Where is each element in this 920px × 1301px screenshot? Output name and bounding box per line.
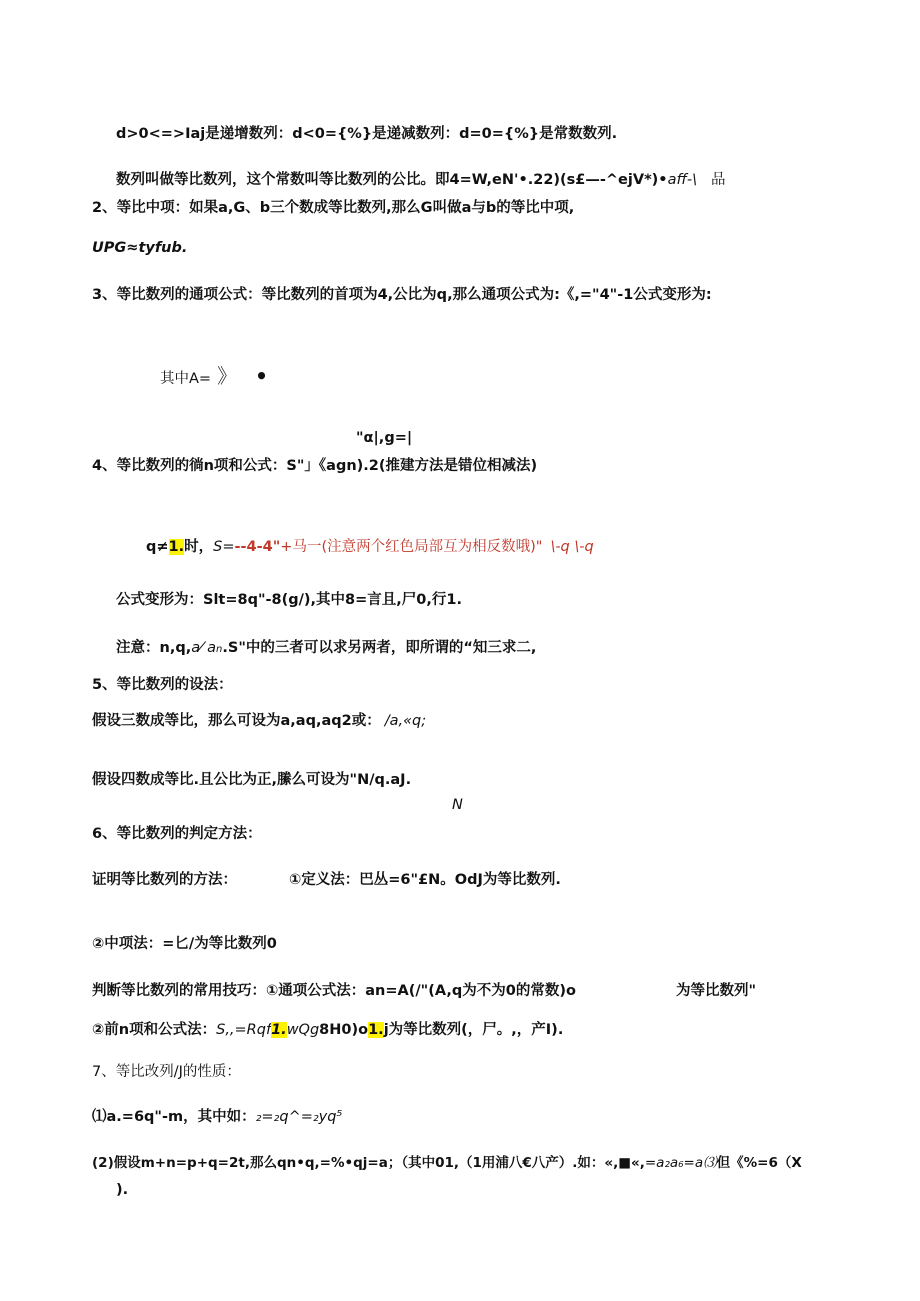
text-line xyxy=(92,1153,802,1173)
text-line: N xyxy=(452,797,463,813)
text-span: aff-\ xyxy=(667,172,698,188)
text-span: 判断等比数列的常用技巧：①通项公式法：an=A(∕"(A,q为不为0的常数)o xyxy=(92,983,576,999)
subscript-span: n xyxy=(216,644,223,655)
text-span: q≠ xyxy=(146,539,169,555)
text-span: 其中A= xyxy=(160,371,212,387)
text-span: 证明等比数列的方法： xyxy=(92,872,237,888)
text-line: 3、等比数列的通项公式：等比数列的首项为4,公比为q,那么通项公式为:《,="4"-1公式变形为: xyxy=(92,287,712,303)
text-span: ₂=₂q^=₂yq⁵ xyxy=(255,1109,343,1125)
text-span: 但《%=6（X xyxy=(716,1155,802,1171)
text-span: 8H0)o xyxy=(319,1022,369,1038)
text-span: S= xyxy=(213,539,235,555)
text-span: 数列叫做等比数列，这个常数叫等比数列的公比。即4=W,eN'•.22)(s£—-^ejV*)• xyxy=(116,172,668,188)
text-line xyxy=(160,366,268,389)
text-line xyxy=(116,170,726,190)
text-span: wQg xyxy=(286,1022,320,1038)
text-span: ①定义法：巴丛=6"£N。OdJ为等比数列. xyxy=(289,872,561,888)
text-line: 4、等比数列的徜n项和公式：S"」《agn).2(推建方法是错位相减法) xyxy=(92,458,538,474)
text-span: =a₂a₆=a⑶ xyxy=(644,1155,717,1171)
text-line xyxy=(92,1107,342,1127)
text-span: 假设三数成等比，那么可设为a,aq,aq2或： xyxy=(92,713,381,729)
text-span: 时， xyxy=(184,539,214,555)
text-line xyxy=(92,981,576,1001)
text-span: 注意：n,q, xyxy=(116,640,192,656)
text-line xyxy=(92,1020,563,1040)
text-line: 公式变形为：Slt=8q"-8(g∕),其中8=言且,尸0,行1. xyxy=(116,592,463,608)
red-text-span: +马一(注意两个红色局部互为相反数哦)" xyxy=(280,539,543,555)
highlight-span: 1. xyxy=(271,1022,287,1038)
text-span: (2)假设m+n=p+q=2t,那么qn•q,=%•qj=a；（其中01,（1用浦八€八产）.如：«,■«, xyxy=(92,1155,645,1171)
text-span: 为等比数列" xyxy=(676,983,757,999)
text-line xyxy=(116,638,536,660)
text-span: ⑴a.=6q"-m，其中如： xyxy=(92,1109,256,1125)
red-text-span: \-q \-q xyxy=(550,539,594,555)
text-line xyxy=(676,981,756,1001)
highlight-span: 1. xyxy=(368,1022,384,1038)
text-span: ②前n项和公式法： xyxy=(92,1022,217,1038)
text-span: a⁄ a xyxy=(191,640,217,656)
text-line: "α|,g=| xyxy=(356,430,413,446)
text-line: 2、等比中项：如果a,G、b三个数成等比数列,那么G叫做a与b的等比中项, xyxy=(92,200,575,216)
text-span: S,,=Rqf xyxy=(216,1022,272,1038)
text-line: 6、等比数列的判定方法： xyxy=(92,826,262,842)
text-line: 假设四数成等比.且公比为正,縢么可设为"N/q.aJ. xyxy=(92,772,412,788)
text-span: j为等比数列(，尸。,，产I). xyxy=(383,1022,564,1038)
text-span: ∕a,«q; xyxy=(384,713,427,729)
text-line: d>0<=>Iaj是递增数列：d<0={%}是递减数列：d=0={%}是常数数列. xyxy=(116,126,618,142)
text-line: UPG≈tyfub. xyxy=(92,240,188,256)
text-line: ). xyxy=(116,1182,129,1198)
text-line: ②中项法：=匕∕为等比数列0 xyxy=(92,936,277,952)
text-span: 》 xyxy=(217,364,238,388)
text-line xyxy=(146,537,594,557)
text-line xyxy=(92,711,426,731)
text-span: 品 xyxy=(711,172,726,188)
text-span: • xyxy=(255,364,268,388)
text-line: 5、等比数列的设法： xyxy=(92,677,233,693)
highlight-span: 1. xyxy=(168,539,185,555)
text-span: .S"中的三者可以求另两者，即所谓的“知三求二, xyxy=(222,640,537,656)
text-line xyxy=(92,870,561,890)
red-text-span: --4-4" xyxy=(234,539,281,555)
text-line: 7、等比改列∕J的性质： xyxy=(92,1064,241,1080)
